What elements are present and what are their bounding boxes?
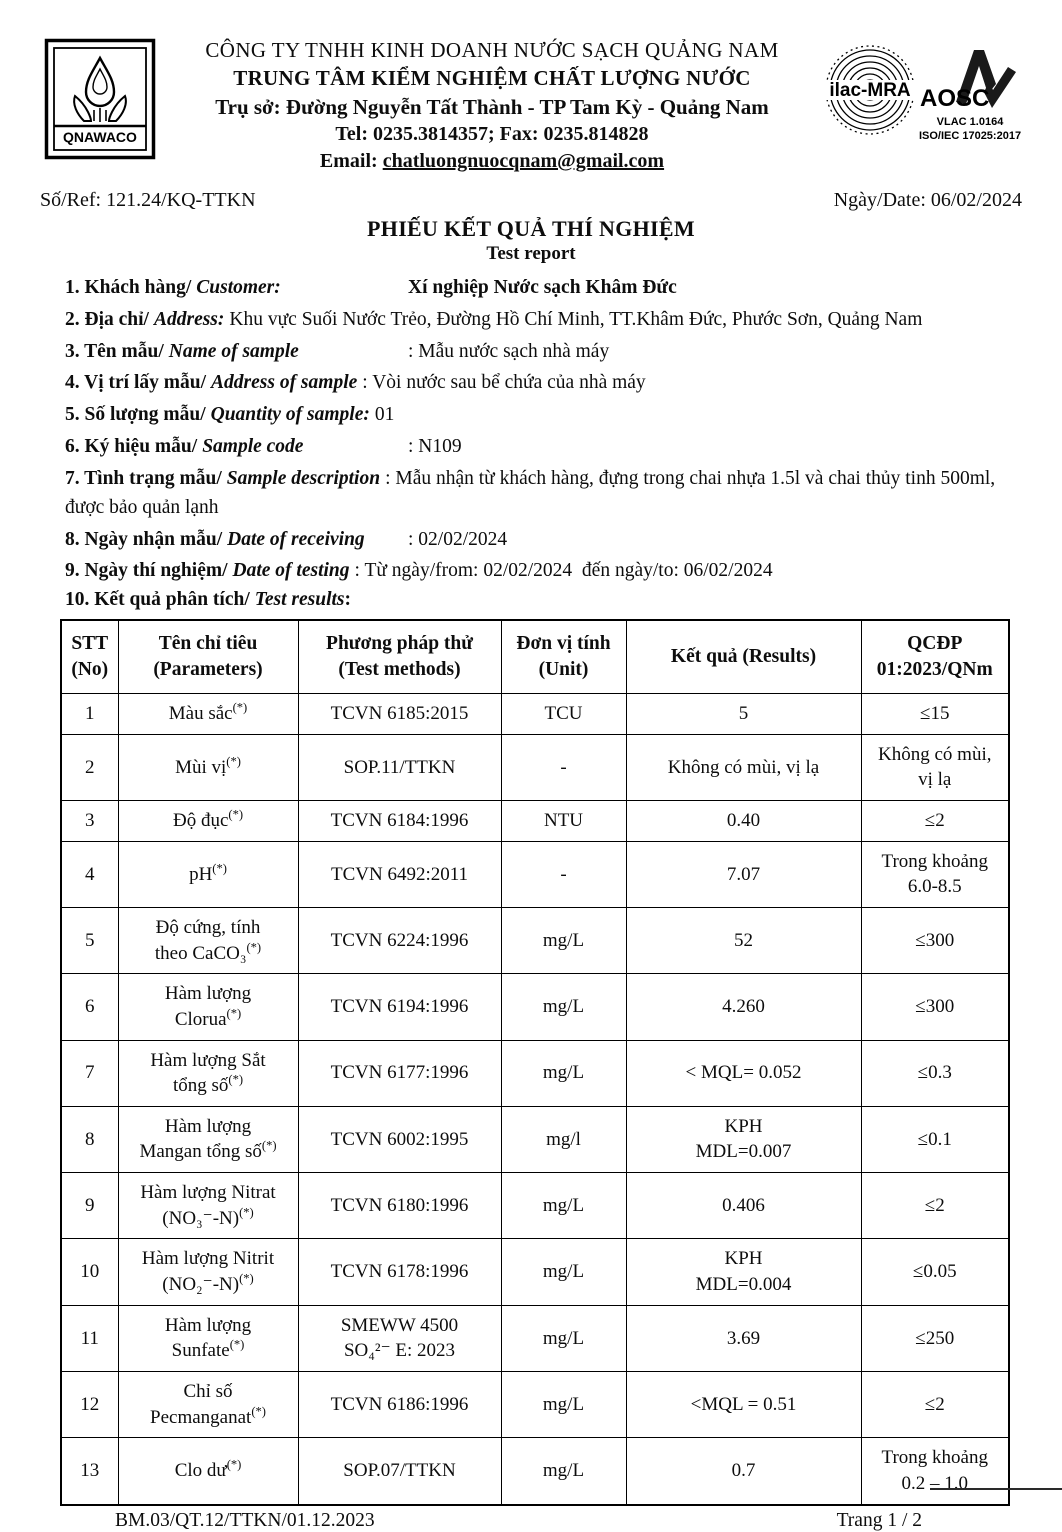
column-header: STT (No) [61,620,118,694]
column-header: Phương pháp thử (Test methods) [298,620,501,694]
unit-cell: mg/L [501,1305,626,1371]
info-item [65,368,1018,397]
results-table [60,619,1010,1506]
email-address: chatluongnuocqnam@gmail.com [382,150,665,173]
param-cell: Hàm lượng Nitrit (NO₂⁻-N)(*) [118,1239,298,1305]
no-cell: 10 [61,1239,118,1305]
method-cell: TCVN 6002:1995 [298,1106,501,1172]
aosc-icon [918,40,1022,148]
result-cell: Không có mùi, vị lạ [626,734,861,800]
limit-cell: ≤0.3 [861,1040,1009,1106]
limit-cell: ≤300 [861,974,1009,1040]
info-item-label: 9. Ngày thí nghiệm/ Date of testing [65,560,350,582]
page-footer [40,1510,1022,1532]
result-cell: 0.406 [626,1173,861,1239]
param-cell: Độ đục(*) [118,801,298,842]
ilac-mra-text: ilac-MRA [829,80,911,101]
info-item-value: : Mẫu nhận từ khách hàng, đựng trong chai nhựa 1.5l và chai thủy tinh 500ml, được bảo quản lạnh [65,467,1001,518]
no-cell: 6 [61,974,118,1040]
no-cell: 13 [61,1438,118,1505]
method-cell: TCVN 6185:2015 [298,694,501,735]
unit-cell: mg/L [501,908,626,974]
no-cell: 9 [61,1173,118,1239]
table-row [61,841,1009,907]
param-cell: Hàm lượng Sắt tổng số(*) [118,1040,298,1106]
certification-logos [822,26,1022,148]
param-cell: Clo dư(*) [118,1438,298,1505]
no-cell: 12 [61,1371,118,1437]
column-header: QCĐP 01:2023/QNm [861,620,1009,694]
table-row [61,1305,1009,1371]
result-cell: KPH MDL=0.004 [626,1239,861,1305]
company-name: CÔNG TY TNHH KINH DOANH NƯỚC SẠCH QUẢNG NAM [205,38,779,62]
column-header: Tên chỉ tiêu (Parameters) [118,620,298,694]
method-cell: SOP.11/TTKN [298,734,501,800]
no-cell: 2 [61,734,118,800]
info-item-label: 8. Ngày nhận mẫu/ Date of receiving [65,528,365,550]
info-item-value: : Từ ngày/from: 02/02/2024 đến ngày/to: 06/02/2024 [354,560,773,582]
result-cell: 7.07 [626,841,861,907]
result-cell: <MQL = 0.51 [626,1371,861,1437]
param-cell: pH(*) [118,841,298,907]
table-row [61,801,1009,842]
logo-text: QNAWACO [63,129,137,145]
unit-cell: mg/L [501,1438,626,1505]
info-item-value: 01 [374,404,395,426]
no-cell: 8 [61,1106,118,1172]
info-item-value: Xí nghiệp Nước sạch Khâm Đức [408,277,677,299]
result-cell: 0.40 [626,801,861,842]
info-item-label: 7. Tình trạng mẫu/ Sample description [65,467,381,489]
no-cell: 4 [61,841,118,907]
table-row [61,1371,1009,1437]
method-cell: TCVN 6186:1996 [298,1371,501,1437]
table-row [61,1239,1009,1305]
section-label-en: Test results [254,588,345,610]
ref-number: Số/Ref: 121.24/KQ-TTKN [40,189,256,212]
limit-cell: ≤15 [861,694,1009,735]
unit-cell: - [501,841,626,907]
unit-cell: mg/L [501,1371,626,1437]
info-item [65,464,1018,523]
center-name: TRUNG TÂM KIỂM NGHIỆM CHẤT LƯỢNG NƯỚC [233,66,751,91]
page-number: Trang 1 / 2 [836,1509,922,1531]
limit-cell: ≤250 [861,1305,1009,1371]
info-item-label: 3. Tên mẫu/ Name of sample [65,340,299,362]
results-table-header [61,620,1009,694]
column-header: Kết quả (Results) [626,620,861,694]
table-row [61,694,1009,735]
info-item [65,432,1018,461]
info-item [65,273,1018,302]
info-item-value: : Vòi nước sau bể chứa của nhà máy [362,372,646,394]
email-line [162,148,822,175]
sample-info-list [40,273,1022,586]
report-subtitle: Test report [486,243,576,265]
info-item-label: 1. Khách hàng/ Customer: [65,277,281,299]
info-item-label: 4. Vị trí lấy mẫu/ Address of sample [65,372,358,394]
results-section-heading [40,589,1022,611]
result-cell: 52 [626,908,861,974]
info-item-value: Khu vực Suối Nước Trẻo, Đường Hồ Chí Minh, TT.Khâm Đức, Phước Sơn, Quảng Nam [229,308,923,330]
method-cell: TCVN 6184:1996 [298,801,501,842]
limit-cell: Không có mùi, vị lạ [861,734,1009,800]
unit-cell: mg/L [501,1040,626,1106]
unit-cell: TCU [501,694,626,735]
result-cell: < MQL= 0.052 [626,1040,861,1106]
unit-cell: NTU [501,801,626,842]
info-item-label: 6. Ký hiệu mẫu/ Sample code [65,435,304,457]
limit-cell: ≤0.05 [861,1239,1009,1305]
iso-text: ISO/IEC 17025:2017 [918,130,1022,142]
param-cell: Mùi vị(*) [118,734,298,800]
results-table-body [61,694,1009,1505]
method-cell: TCVN 6178:1996 [298,1239,501,1305]
info-item [65,337,1018,366]
no-cell: 3 [61,801,118,842]
no-cell: 1 [61,694,118,735]
info-item-value: : Mẫu nước sạch nhà máy [408,340,610,362]
table-row [61,908,1009,974]
section-suffix: : [344,588,352,610]
param-cell: Hàm lượng Clorua(*) [118,974,298,1040]
info-item [65,556,1018,585]
param-cell: Màu sắc(*) [118,694,298,735]
no-cell: 11 [61,1305,118,1371]
param-cell: Chỉ số Pecmanganat(*) [118,1371,298,1437]
no-cell: 7 [61,1040,118,1106]
vlac-text: VLAC 1.0164 [936,116,1004,128]
method-cell: TCVN 6180:1996 [298,1173,501,1239]
info-item-label: 5. Số lượng mẫu/ Quantity of sample: [65,404,370,426]
param-cell: Hàm lượng Nitrat (NO₃⁻-N)(*) [118,1173,298,1239]
unit-cell: mg/L [501,1239,626,1305]
column-header: Đơn vị tính (Unit) [501,620,626,694]
section-label-vi: 10. Kết quả phân tích/ [65,588,250,610]
info-item-value: : 02/02/2024 [408,528,508,550]
email-label: Email: [319,150,378,173]
method-cell: TCVN 6177:1996 [298,1040,501,1106]
limit-cell: ≤2 [861,1173,1009,1239]
form-code: BM.03/QT.12/TTKN/01.12.2023 [115,1509,375,1531]
result-cell: 0.7 [626,1438,861,1505]
table-row [61,734,1009,800]
aosc-text: AOSC [920,85,990,112]
method-cell: SMEWW 4500 SO₄²⁻ E: 2023 [298,1305,501,1371]
limit-cell: ≤300 [861,908,1009,974]
scan-artifact [930,1488,1062,1494]
table-row [61,1438,1009,1505]
result-cell: 5 [626,694,861,735]
unit-cell: mg/l [501,1106,626,1172]
address-line: Trụ sở: Đường Nguyễn Tất Thành - TP Tam Kỳ - Quảng Nam [215,94,769,119]
info-item [65,305,1018,334]
method-cell: TCVN 6194:1996 [298,974,501,1040]
unit-cell: mg/L [501,974,626,1040]
unit-cell: - [501,734,626,800]
result-cell: 4.260 [626,974,861,1040]
letterhead [40,26,1022,175]
ilac-mra-icon [822,40,918,148]
method-cell: TCVN 6492:2011 [298,841,501,907]
info-item [65,525,1018,554]
method-cell: TCVN 6224:1996 [298,908,501,974]
limit-cell: Trong khoảng 6.0-8.5 [861,841,1009,907]
report-title: PHIẾU KẾT QUẢ THÍ NGHIỆM [367,216,695,242]
header-row [61,620,1009,694]
no-cell: 5 [61,908,118,974]
table-row [61,974,1009,1040]
ref-date-row [40,189,1022,212]
info-item-value: : N109 [408,435,462,457]
table-row [61,1106,1009,1172]
info-item-label: 2. Địa chỉ/ Address: [65,308,225,330]
company-heading [162,26,822,175]
limit-cell: ≤2 [861,801,1009,842]
report-date: Ngày/Date: 06/02/2024 [833,189,1022,212]
param-cell: Hàm lượng Sunfate(*) [118,1305,298,1371]
limit-cell: ≤2 [861,1371,1009,1437]
result-cell: KPH MDL=0.007 [626,1106,861,1172]
water-drop-logo-icon [44,38,156,160]
tel-fax-line: Tel: 0235.3814357; Fax: 0235.814828 [335,123,649,146]
param-cell: Hàm lượng Mangan tổng số(*) [118,1106,298,1172]
table-row [61,1040,1009,1106]
result-cell: 3.69 [626,1305,861,1371]
qnawaco-logo [40,26,162,165]
unit-cell: mg/L [501,1173,626,1239]
table-row [61,1173,1009,1239]
param-cell: Độ cứng, tính theo CaCO₃(*) [118,908,298,974]
limit-cell: Trong khoảng 0.2 – 1.0 [861,1438,1009,1505]
method-cell: SOP.07/TTKN [298,1438,501,1505]
limit-cell: ≤0.1 [861,1106,1009,1172]
info-item [65,400,1018,429]
